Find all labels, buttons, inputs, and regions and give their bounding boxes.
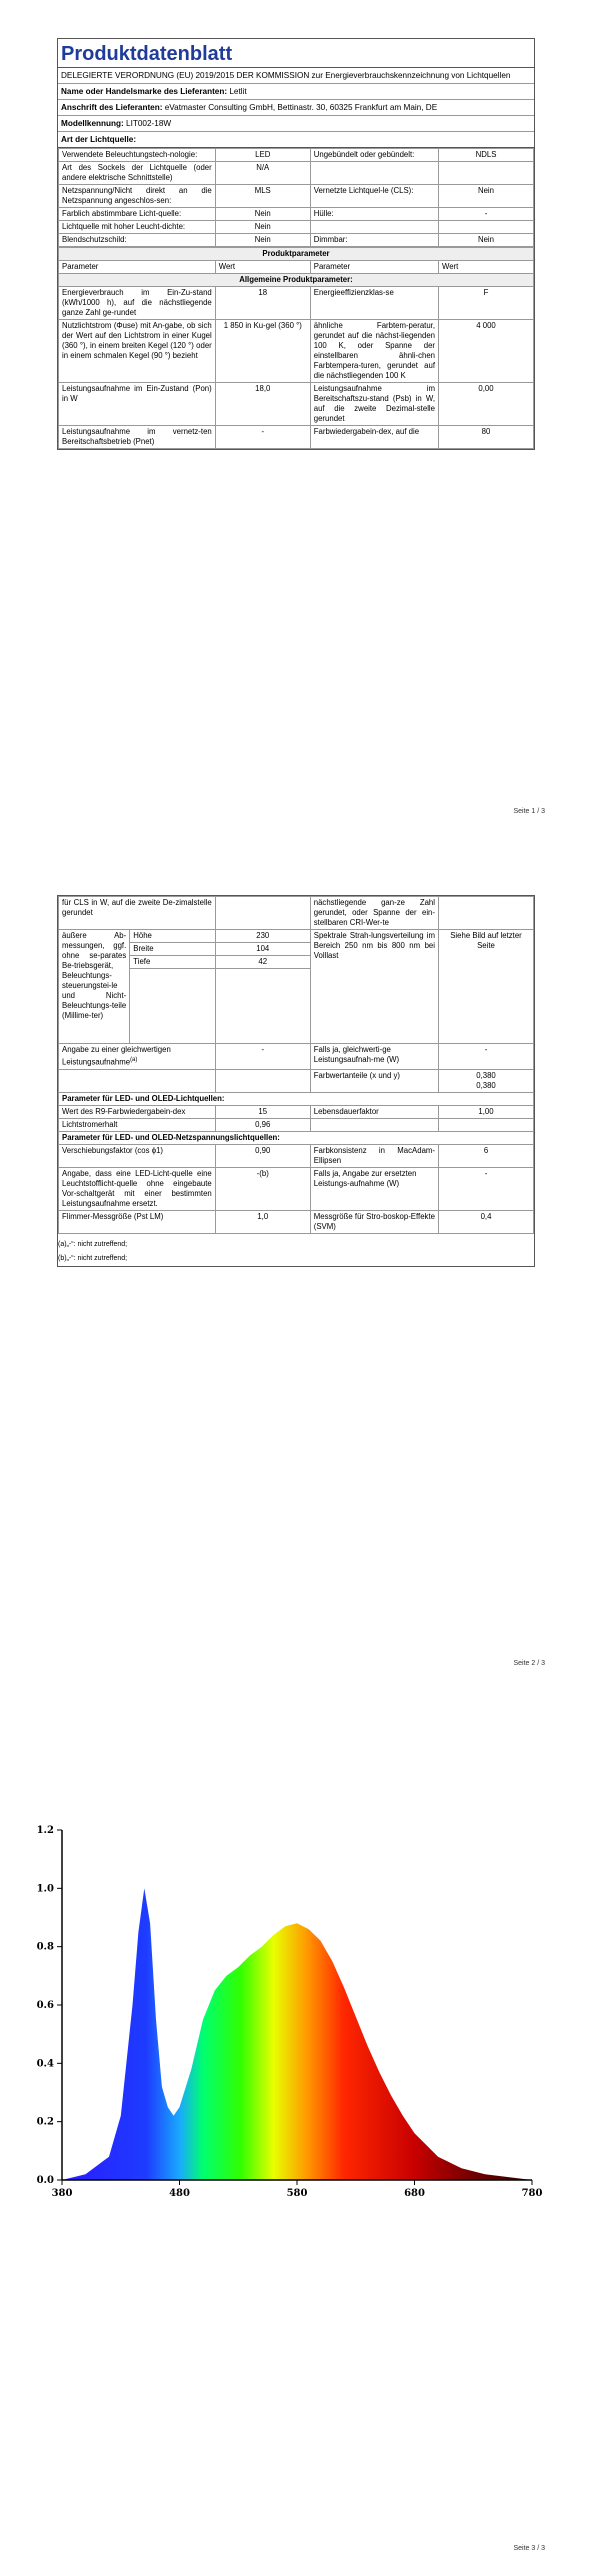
param-label: Art des Sockels der Lichtquelle (oder andere elektrische Schnittstelle) — [59, 162, 216, 185]
table-row — [59, 1210, 534, 1233]
param-label: Wert des R9-Farbwiedergabein-dex — [59, 1105, 216, 1118]
supplier-address: eVatmaster Consulting GmbH, Bettinastr. 30, 60325 Frankfurt am Main, DE — [164, 103, 438, 112]
page-2 — [0, 895, 590, 1675]
table-row — [59, 149, 534, 162]
table-row — [59, 1144, 534, 1167]
param-value: 15 — [215, 1105, 310, 1118]
y-tick-label: 0.6 — [36, 2000, 54, 2011]
spectral-distribution-label: Spektrale Strah-lungsverteilung im Bereich 250 nm bis 800 nm bei Volllast — [310, 930, 438, 1044]
param-value: NDLS — [439, 149, 534, 162]
param-label: Angabe zu einer gleichwertigen Leistungsaufnahme$^{(a)}$ — [59, 1044, 216, 1070]
page-number: Seite 3 / 3 — [513, 2545, 545, 2552]
param-label: nächstliegende gan-ze Zahl gerundet, oder Spanne der ein-stellbaren CRI-Wer-te — [310, 897, 438, 930]
model-row — [58, 116, 534, 132]
param-value: N/A — [215, 162, 310, 185]
col-header: Parameter — [310, 261, 438, 274]
table-row — [59, 426, 534, 449]
param-label: für CLS in W, auf die zweite De-zimalstelle gerundet — [59, 897, 216, 930]
param-table-continued — [58, 896, 534, 1234]
param-value: LED — [215, 149, 310, 162]
x-tick-label: 780 — [521, 2188, 543, 2199]
spectrum-area — [62, 1888, 532, 2180]
chromaticity-y: 0,380 — [476, 1080, 496, 1090]
param-value: 1 850 in Ku-gel (360 °) — [215, 320, 310, 383]
supplier-name-row — [58, 84, 534, 100]
param-value: 1,0 — [215, 1210, 310, 1233]
light-source-type-header: Art der Lichtquelle: — [58, 132, 534, 148]
param-value: MLS — [215, 185, 310, 208]
param-label: Nutzlichtstrom (Φuse) mit An-gabe, ob sich der Wert auf den Lichtstrom in einer Kugel (360 °), in einem breiten Kegel (120 °) oder in einem schmalen Kegel (90 °) bezieht — [59, 320, 216, 383]
page-number: Seite 2 / 3 — [513, 1660, 545, 1667]
param-value: Nein — [215, 208, 310, 221]
param-value: 0,4 — [439, 1210, 534, 1233]
param-label: Energieverbrauch im Ein-Zu-stand (kWh/1000 h), auf die nächstliegende ganze Zahl ge-rundet — [59, 287, 216, 320]
param-value: - — [439, 208, 534, 221]
chromaticity-values — [439, 1069, 534, 1092]
param-label — [310, 221, 438, 234]
col-header: Wert — [215, 261, 310, 274]
general-params-header: Allgemeine Produktparameter: — [59, 274, 534, 287]
param-label: Blendschutzschild: — [59, 234, 216, 247]
chromaticity-label: Farbwertanteile (x und y) — [310, 1069, 438, 1092]
table-row — [59, 208, 534, 221]
type-table — [58, 148, 534, 247]
param-label: Lichtstromerhalt — [59, 1118, 216, 1131]
y-tick-label: 0.8 — [36, 1941, 54, 1953]
param-label: Ungebündelt oder gebündelt: — [310, 149, 438, 162]
param-label: Lebensdauerfaktor — [310, 1105, 438, 1118]
param-value — [439, 162, 534, 185]
table-row — [59, 897, 534, 930]
param-value: Nein — [215, 221, 310, 234]
table-row — [59, 1044, 534, 1070]
model-label: Modellkennung: — [61, 119, 124, 128]
footnotes — [58, 1234, 534, 1266]
table-row — [59, 1167, 534, 1210]
chromaticity-x: 0,380 — [476, 1070, 496, 1080]
dimension-name: Breite — [130, 943, 216, 956]
table-row — [59, 185, 534, 208]
param-value — [439, 897, 534, 930]
supplier-name: Letlit — [229, 87, 247, 96]
param-label: Messgröße für Stro-boskop-Effekte (SVM) — [310, 1210, 438, 1233]
param-value: Nein — [215, 234, 310, 247]
param-value: - — [439, 1044, 534, 1070]
param-label: Lichtquelle mit hoher Leucht-dichte: — [59, 221, 216, 234]
param-value: - — [439, 1167, 534, 1210]
param-value: - — [215, 426, 310, 449]
y-tick-label: 1.2 — [36, 1825, 54, 1836]
product-params-header: Produktparameter — [59, 248, 534, 261]
param-label: Verwendete Beleuchtungstech-nologie: — [59, 149, 216, 162]
regulation-text: DELEGIERTE VERORDNUNG (EU) 2019/2015 DER KOMMISSION zur Energieverbrauchskennzeichnung von Lichtquellen — [58, 68, 534, 84]
page-1 — [0, 0, 590, 820]
x-tick-label: 380 — [51, 2188, 73, 2199]
dimension-name: Tiefe — [130, 956, 216, 969]
param-table — [58, 247, 534, 449]
param-label: Angabe, dass eine LED-Licht-quelle eine Leuchtstofflicht-quelle ohne eingebaute Vor-schaltgerät mit einer bestimmten Leistungsaufnahme ersetzt. — [59, 1167, 216, 1210]
param-value: 18 — [215, 287, 310, 320]
param-value: 80 — [439, 426, 534, 449]
table-row — [59, 234, 534, 247]
table-row — [59, 1069, 534, 1092]
spectral-distribution-chart — [0, 1810, 590, 2210]
param-value: Nein — [439, 234, 534, 247]
param-value: - — [215, 1044, 310, 1070]
dimensions-label: äußere Ab-messungen, ggf. ohne se-parates Be-triebsgerät, Beleuchtungs-steuerungstei-le und Nicht-Beleuchtungs-teile (Millime-ter) — [59, 930, 130, 1044]
param-value: 6 — [439, 1144, 534, 1167]
param-value: 18,0 — [215, 383, 310, 426]
table-row — [59, 162, 534, 185]
x-tick-label: 480 — [169, 2188, 190, 2199]
param-value: 0,00 — [439, 383, 534, 426]
param-label: Flimmer-Messgröße (Pst LM) — [59, 1210, 216, 1233]
param-value: 1,00 — [439, 1105, 534, 1118]
page-3 — [0, 1780, 590, 2560]
footnote: (a)„-“: nicht zutreffend; — [58, 1240, 128, 1248]
param-label: Farbkonsistenz in MacAdam-Ellipsen — [310, 1144, 438, 1167]
dimension-value: 230 — [215, 930, 310, 943]
supplier-name-label: Name oder Handelsmarke des Lieferanten: — [61, 87, 228, 96]
table-row — [59, 221, 534, 234]
footnote: (b)„-“: nicht zutreffend; — [58, 1254, 128, 1262]
dimensions-row — [59, 930, 534, 943]
param-label: Vernetzte Lichtquel-le (CLS): — [310, 185, 438, 208]
param-value: F — [439, 287, 534, 320]
param-label: Leistungsaufnahme im vernetz-ten Bereitschaftsbetrieb (Pnet) — [59, 426, 216, 449]
table-row — [59, 1105, 534, 1118]
table-row — [59, 383, 534, 426]
col-header: Wert — [439, 261, 534, 274]
param-label: ähnliche Farbtem-peratur, gerundet auf die nächst-liegenden 100 K, oder Spanne der einstellbaren ähnli-chen Farbtempera-turen, gerundet auf die nächstliegenden 100 K — [310, 320, 438, 383]
dimension-value: 42 — [215, 956, 310, 969]
param-label: Falls ja, gleichwerti-ge Leistungsaufnah-me (W) — [310, 1044, 438, 1070]
led-params-header: Parameter für LED- und OLED-Lichtquellen: — [59, 1092, 534, 1105]
supplier-address-label: Anschrift des Lieferanten: — [61, 103, 163, 112]
param-value: 0,90 — [215, 1144, 310, 1167]
param-label: Falls ja, Angabe zur ersetzten Leistungs-aufnahme (W) — [310, 1167, 438, 1210]
y-tick-label: 0.2 — [36, 2116, 54, 2128]
param-value: -(b) — [215, 1167, 310, 1210]
dimension-value: 104 — [215, 943, 310, 956]
param-label: Leistungsaufnahme im Bereitschaftszu-stand (Psb) in W, auf die zweite Dezimal-stelle gerundet — [310, 383, 438, 426]
param-value: Nein — [439, 185, 534, 208]
col-header: Parameter — [59, 261, 216, 274]
param-value — [439, 221, 534, 234]
param-label: Verschiebungsfaktor (cos ϕ1) — [59, 1144, 216, 1167]
param-label: Dimmbar: — [310, 234, 438, 247]
page-number: Seite 1 / 3 — [513, 808, 545, 815]
param-label: Netzspannung/Nicht direkt an die Netzspannung angeschlos-sen: — [59, 185, 216, 208]
mains-params-header: Parameter für LED- und OLED-Netzspannungslichtquellen: — [59, 1131, 534, 1144]
page-title: Produktdatenblatt — [58, 39, 534, 68]
param-label: Leistungsaufnahme im Ein-Zustand (Pon) in W — [59, 383, 216, 426]
param-value: 0,96 — [215, 1118, 310, 1131]
x-tick-label: 580 — [286, 2188, 308, 2199]
datasheet-frame — [57, 38, 535, 450]
table-row — [59, 1118, 534, 1131]
dimension-name: Höhe — [130, 930, 216, 943]
supplier-address-row — [58, 100, 534, 116]
param-label — [310, 162, 438, 185]
spectral-distribution-value: Siehe Bild auf letzter Seite — [439, 930, 534, 1044]
param-label: Farblich abstimmbare Licht-quelle: — [59, 208, 216, 221]
y-tick-label: 0.4 — [36, 2058, 54, 2070]
param-label: Farbwiedergabein-dex, auf die — [310, 426, 438, 449]
table-row — [59, 320, 534, 383]
x-tick-label: 680 — [404, 2188, 425, 2199]
datasheet-frame-continued — [57, 895, 535, 1267]
model-id: LIT002-18W — [126, 119, 172, 128]
y-tick-label: 0.0 — [36, 2175, 54, 2186]
param-value — [215, 897, 310, 930]
y-tick-label: 1.0 — [36, 1883, 54, 1895]
table-row — [59, 287, 534, 320]
param-label: Hülle: — [310, 208, 438, 221]
param-label: Energieeffizienzklas-se — [310, 287, 438, 320]
param-value: 4 000 — [439, 320, 534, 383]
